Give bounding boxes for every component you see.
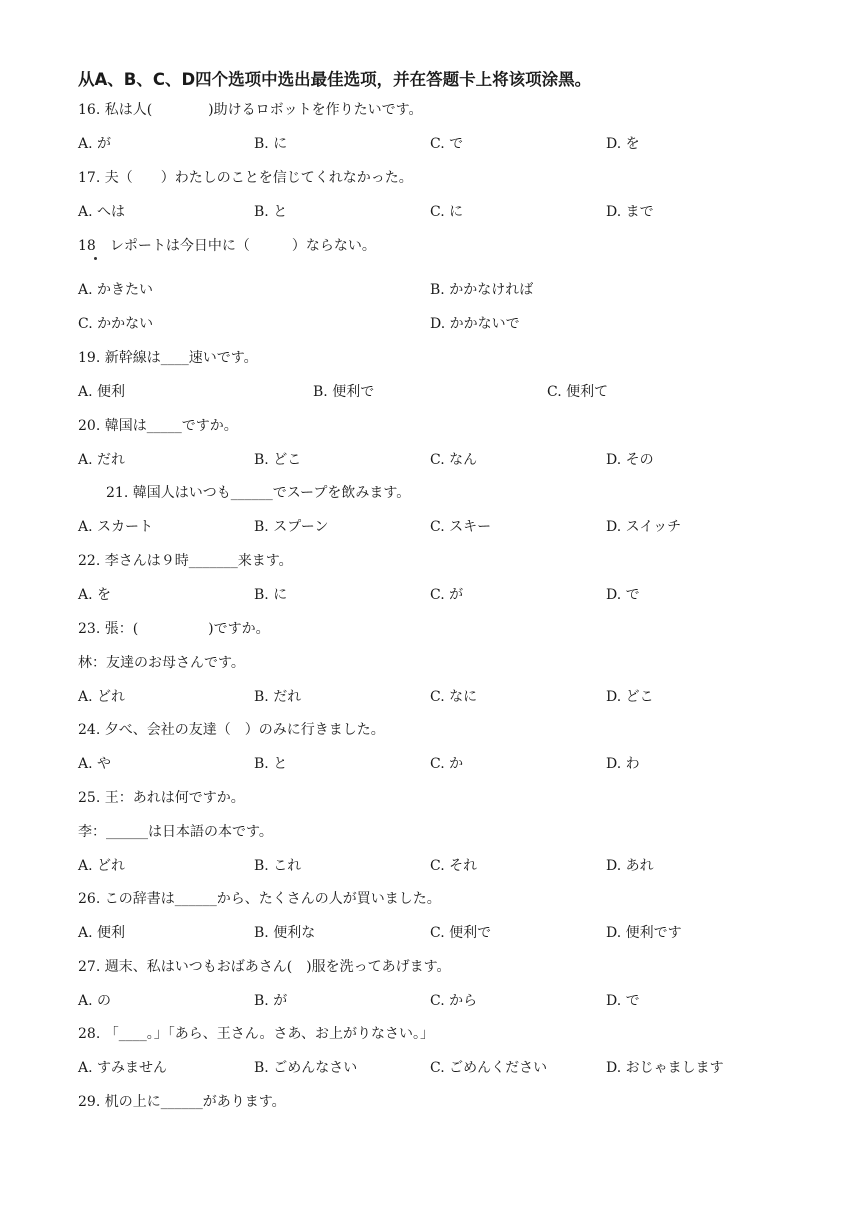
q22-option-a[interactable]: A. を — [78, 587, 112, 603]
q22-option-c[interactable]: C. が — [430, 587, 464, 603]
question-16-stem: 16. 私は人( )助けるロボットを作りたいです。 — [78, 102, 423, 118]
q16-option-b[interactable]: B. に — [254, 136, 288, 152]
q26-option-b[interactable]: B. 便利な — [254, 925, 316, 941]
question-27-stem: 27. 週末、私はいつもおばあさん( )服を洗ってあげます。 — [78, 959, 451, 975]
q25-option-a[interactable]: A. どれ — [78, 858, 126, 874]
question-25-stem: 25. 王：あれは何ですか。 — [78, 790, 245, 806]
question-23-dialogue: 林：友達のお母さんです。 — [78, 655, 245, 671]
q23-option-d[interactable]: D. どこ — [606, 689, 654, 705]
q18-option-a[interactable]: A. かきたい — [78, 282, 154, 298]
q17-option-d[interactable]: D. まで — [606, 204, 654, 220]
section-instruction: 从A、B、C、D四个选项中选出最佳选项，并在答题卡上将该项涂黑。 — [78, 70, 592, 89]
question-17-stem: 17. 夫（ ）わたしのことを信じてくれなかった。 — [78, 170, 413, 186]
q18-option-d[interactable]: D. かかないで — [430, 316, 520, 332]
question-26-stem: 26. この辞書は______から、たくさんの人が買いました。 — [78, 891, 441, 907]
q28-option-b[interactable]: B. ごめんなさい — [254, 1060, 358, 1076]
question-29-stem: 29. 机の上に______があります。 — [78, 1094, 286, 1110]
q27-option-c[interactable]: C. から — [430, 993, 478, 1009]
q23-option-a[interactable]: A. どれ — [78, 689, 126, 705]
q16-option-a[interactable]: A. が — [78, 136, 112, 152]
q24-option-d[interactable]: D. わ — [606, 756, 640, 772]
q20-option-a[interactable]: A. だれ — [78, 452, 126, 468]
question-24-stem: 24. 夕べ、会社の友達（ ）のみに行きました。 — [78, 722, 385, 738]
question-22-stem: 22. 李さんは９時_______来ます。 — [78, 553, 293, 569]
q27-option-d[interactable]: D. で — [606, 993, 640, 1009]
q28-option-d[interactable]: D. おじゃまします — [606, 1060, 724, 1076]
q21-option-b[interactable]: B. スプーン — [254, 519, 329, 535]
q17-option-c[interactable]: C. に — [430, 204, 464, 220]
question-25-dialogue: 李：______は日本語の本です。 — [78, 824, 273, 840]
q21-option-a[interactable]: A. スカート — [78, 519, 154, 535]
question-21-stem: 21. 韓国人はいつも______でスープを飲みます。 — [106, 485, 411, 501]
q16-option-c[interactable]: C. で — [430, 136, 464, 152]
q24-option-a[interactable]: A. や — [78, 756, 112, 772]
q27-option-a[interactable]: A. の — [78, 993, 112, 1009]
q24-option-c[interactable]: C. か — [430, 756, 464, 772]
q25-option-d[interactable]: D. あれ — [606, 858, 654, 874]
q26-option-c[interactable]: C. 便利で — [430, 925, 492, 941]
q28-option-c[interactable]: C. ごめんください — [430, 1060, 548, 1076]
q23-option-c[interactable]: C. なに — [430, 689, 478, 705]
q21-option-d[interactable]: D. スイッチ — [606, 519, 682, 535]
q16-option-d[interactable]: D. を — [606, 136, 640, 152]
q19-option-b[interactable]: B. 便利で — [313, 384, 375, 400]
q20-option-c[interactable]: C. なん — [430, 452, 478, 468]
q17-option-a[interactable]: A. へは — [78, 204, 126, 220]
q20-option-d[interactable]: D. その — [606, 452, 654, 468]
q21-option-c[interactable]: C. スキー — [430, 519, 492, 535]
question-23-stem: 23. 張：( )ですか。 — [78, 621, 270, 637]
question-28-stem: 28. 「____。」「あら、王さん。さあ、お上がりなさい。」 — [78, 1026, 434, 1042]
q24-option-b[interactable]: B. と — [254, 756, 288, 772]
q18-option-c[interactable]: C. かかない — [78, 316, 154, 332]
q25-option-b[interactable]: B. これ — [254, 858, 302, 874]
stray-dot-mark — [94, 257, 97, 260]
q26-option-d[interactable]: D. 便利です — [606, 925, 682, 941]
q18-option-b[interactable]: B. かかなければ — [430, 282, 534, 298]
q26-option-a[interactable]: A. 便利 — [78, 925, 126, 941]
q20-option-b[interactable]: B. どこ — [254, 452, 302, 468]
question-18-stem: 18 レポートは今日中に（ ）ならない。 — [78, 238, 376, 254]
q22-option-d[interactable]: D. で — [606, 587, 640, 603]
q23-option-b[interactable]: B. だれ — [254, 689, 302, 705]
q27-option-b[interactable]: B. が — [254, 993, 288, 1009]
q22-option-b[interactable]: B. に — [254, 587, 288, 603]
q19-option-c[interactable]: C. 便利て — [547, 384, 609, 400]
question-20-stem: 20. 韓国は_____ですか。 — [78, 418, 238, 434]
q19-option-a[interactable]: A. 便利 — [78, 384, 126, 400]
question-19-stem: 19. 新幹線は____速いです。 — [78, 350, 258, 366]
q17-option-b[interactable]: B. と — [254, 204, 288, 220]
q28-option-a[interactable]: A. すみません — [78, 1060, 168, 1076]
q25-option-c[interactable]: C. それ — [430, 858, 478, 874]
